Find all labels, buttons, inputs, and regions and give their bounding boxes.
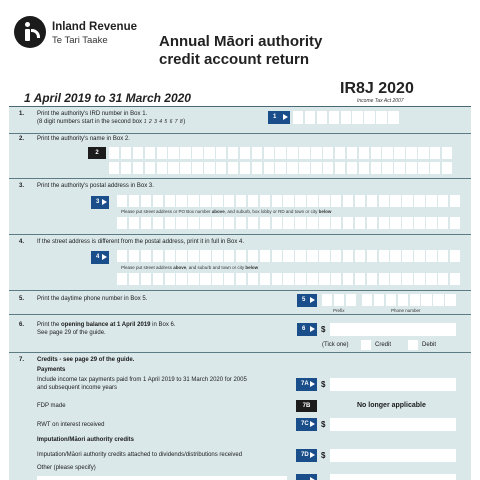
box-7b-marker: 7B: [296, 400, 317, 412]
row-6-number: 6.: [19, 322, 25, 328]
note-text: Please put street address: [121, 265, 174, 270]
note-text: Please put street address or PO Box number: [121, 209, 212, 214]
postal-address-line2[interactable]: [117, 217, 462, 229]
inland-revenue-logo-icon: [14, 16, 46, 48]
row-1-number: 1.: [19, 111, 25, 117]
box-7a-label: 7A: [301, 381, 309, 387]
note-bold: above: [173, 265, 187, 270]
row-5-number: 5.: [19, 296, 25, 302]
box-7d-marker: [296, 449, 317, 462]
note-text: , and suburb, box lobby or RD and town or city: [224, 209, 319, 214]
street-address-line1[interactable]: [117, 250, 462, 262]
box-7c-label: 7C: [301, 421, 309, 427]
postal-address-note: [121, 209, 331, 214]
box-4-label: 4: [96, 254, 100, 260]
row-6-text-bold: opening balance at 1 April 2019: [61, 322, 151, 328]
ird-number-field[interactable]: [293, 111, 400, 123]
row-divider: [9, 234, 471, 235]
row-3-text: Print the authority's postal address in Box 3.: [37, 183, 154, 189]
form-title-line1: Annual Māori authority: [159, 33, 323, 50]
currency-symbol: $: [321, 420, 326, 429]
street-address-line2[interactable]: [117, 273, 462, 285]
fdp-text: FDP made: [37, 403, 66, 409]
imputation-heading: Imputation/Māori authority credits: [37, 437, 135, 443]
currency-symbol: $: [321, 325, 326, 334]
box-7d-label: 7D: [301, 452, 309, 458]
other-amount-field[interactable]: [330, 474, 456, 480]
street-address-note: [121, 265, 258, 270]
box-3-marker: [91, 196, 109, 209]
row-1-text: [37, 111, 185, 126]
rwt-text: RWT on interest received: [37, 422, 105, 428]
opening-balance-field[interactable]: [330, 323, 456, 336]
authority-name-line1[interactable]: [109, 147, 454, 159]
box-4-marker: [91, 251, 109, 264]
tick-one-label: (Tick one): [322, 342, 349, 348]
credit-checkbox[interactable]: [361, 340, 371, 350]
box-1-label: 1: [273, 114, 277, 120]
box-2-marker: 2: [88, 147, 106, 159]
row-4-number: 4.: [19, 239, 25, 245]
payments-heading: Payments: [37, 367, 66, 373]
row-divider: [9, 352, 471, 353]
box-7e-marker: [296, 474, 317, 480]
note-text: , and suburb and town or city: [186, 265, 246, 270]
box-7a-marker: [296, 378, 317, 391]
row-divider: [9, 314, 471, 315]
box-6-marker: [297, 323, 317, 336]
postal-address-line1[interactable]: [117, 195, 462, 207]
income-tax-payments-field[interactable]: [330, 378, 456, 391]
other-specify-field[interactable]: [37, 476, 287, 480]
line-7a-text-part: Include income tax payments paid from 1 April 2019 to 31 March 2020 for 2005: [37, 377, 247, 383]
row-6-text-part: in Box 6.: [150, 322, 176, 328]
phone-number-field[interactable]: [362, 294, 457, 306]
debit-checkbox[interactable]: [408, 340, 418, 350]
credit-label: Credit: [375, 342, 392, 348]
debit-label: Debit: [422, 342, 437, 348]
box-5-label: 5: [302, 297, 306, 303]
row-1-example: 1 2 3 4 5 6 7 8: [143, 118, 184, 125]
box-7c-marker: [296, 418, 317, 431]
no-longer-applicable: No longer applicable: [357, 402, 426, 409]
line-7a-text: [37, 377, 247, 392]
act-reference: Income Tax Act 2007: [357, 98, 404, 104]
box-5-marker: [297, 294, 317, 307]
box-3-label: 3: [96, 199, 100, 205]
row-4-text: If the street address is different from the postal address, print it in full in Box 4.: [37, 239, 244, 245]
note-bold: below: [245, 265, 259, 270]
row-2-number: 2.: [19, 136, 25, 142]
row-divider: [9, 133, 471, 134]
note-bold: below: [318, 209, 332, 214]
form-code: IR8J 2020: [340, 80, 414, 97]
row-7-heading: Credits - see page 29 of the guide.: [37, 357, 135, 363]
note-bold: above: [211, 209, 225, 214]
org-name: Inland Revenue: [52, 21, 137, 33]
authority-name-line2[interactable]: [109, 162, 454, 174]
line-7a-text-part: and subsequent income years: [37, 384, 118, 391]
imputation-credits-field[interactable]: [330, 449, 456, 462]
box-1-marker: [268, 111, 290, 124]
phone-number-label: Phone number: [391, 308, 421, 313]
row-divider: [9, 290, 471, 291]
other-text: Other (please specify): [37, 465, 96, 471]
phone-prefix-field[interactable]: [322, 294, 358, 306]
row-1-subtext: (8 digit numbers start in the second box: [37, 118, 143, 125]
currency-symbol: $: [321, 451, 326, 460]
row-6-text: [37, 322, 176, 337]
row-6-guide-ref: See page 29 of the guide.: [37, 329, 106, 336]
row-2-text: Print the authority's name in Box 2.: [37, 136, 130, 142]
currency-symbol: $: [321, 380, 326, 389]
row-7-number: 7.: [19, 357, 25, 363]
box-6-label: 6: [302, 326, 306, 332]
row-3-number: 3.: [19, 183, 25, 189]
form-title-line2: credit account return: [159, 51, 310, 68]
org-name-maori: Te Tari Taake: [52, 35, 108, 46]
row-divider: [9, 178, 471, 179]
imputation-text: Imputation/Māori authority credits attached to dividends/distributions received: [37, 452, 243, 458]
return-period: 1 April 2019 to 31 March 2020: [24, 91, 191, 105]
row-1-instruction: Print the authority's IRD number in Box 1.: [37, 111, 148, 117]
prefix-label: Prefix: [333, 308, 345, 313]
row-6-text-part: Print the: [37, 322, 62, 328]
row-1-close: ): [183, 118, 186, 125]
row-5-text: Print the daytime phone number in Box 5.: [37, 296, 148, 302]
rwt-field[interactable]: [330, 418, 456, 431]
